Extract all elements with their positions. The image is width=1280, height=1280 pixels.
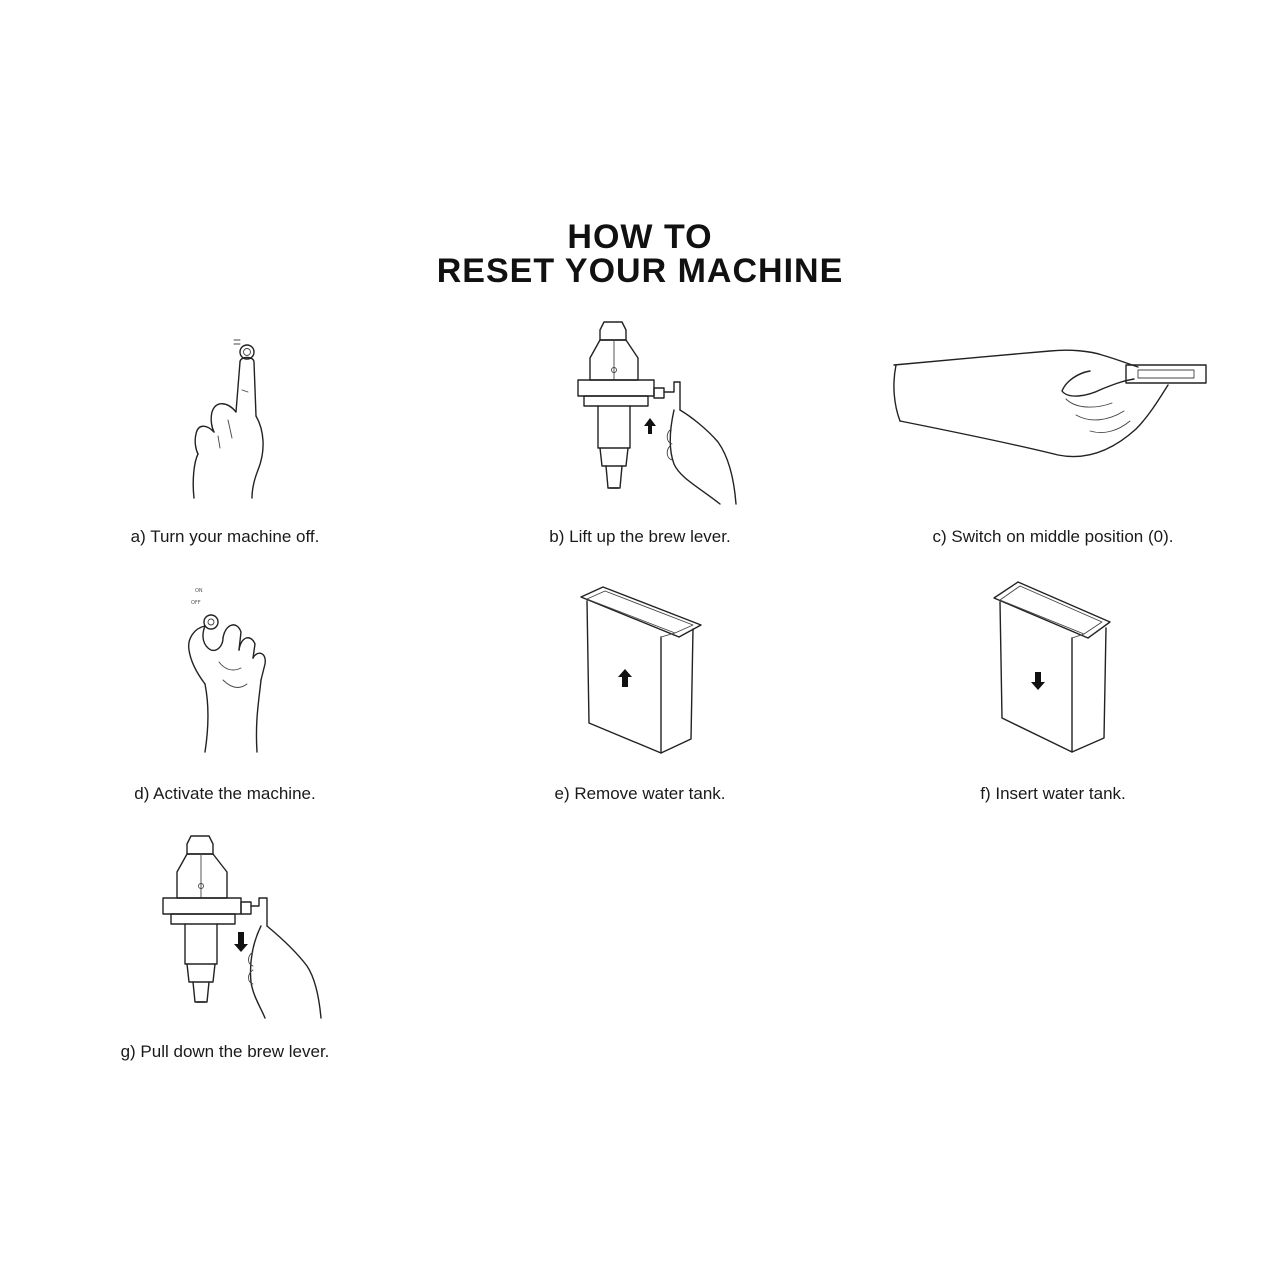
step-d-caption: d) Activate the machine. <box>134 784 316 803</box>
page-title-line-1: HOW TO <box>567 218 713 256</box>
water-tank-insert-icon <box>990 578 1115 753</box>
svg-text:ON: ON <box>195 588 203 594</box>
step-e-caption: e) Remove water tank. <box>554 784 726 803</box>
finger-activate-button-icon <box>175 580 285 755</box>
step-a-caption: a) Turn your machine off. <box>130 527 320 546</box>
pull-brew-lever-icon <box>155 832 325 1022</box>
step-c-caption: c) Switch on middle position (0). <box>932 527 1174 546</box>
hand-switch-middle-icon <box>890 345 1220 460</box>
page-title-line-2: RESET YOUR MACHINE <box>436 252 844 290</box>
step-f-caption: f) Insert water tank. <box>980 784 1126 803</box>
step-g-caption: g) Pull down the brew lever. <box>120 1042 330 1061</box>
water-tank-remove-icon <box>575 585 705 755</box>
svg-text:OFF: OFF <box>191 600 201 606</box>
step-b-caption: b) Lift up the brew lever. <box>549 527 731 546</box>
lift-brew-lever-icon <box>570 318 740 508</box>
finger-press-power-button-icon <box>170 320 290 500</box>
